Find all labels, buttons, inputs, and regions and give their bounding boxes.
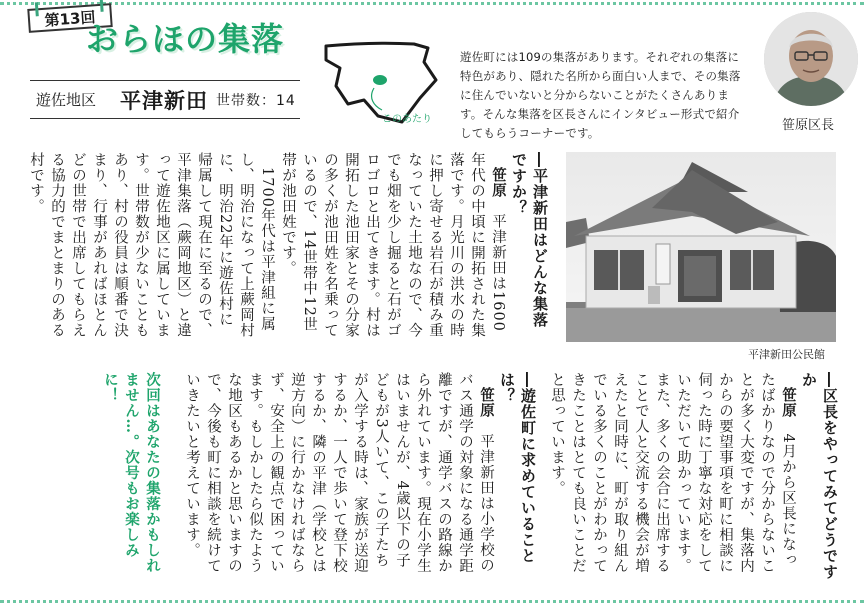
community-hall-photo (566, 152, 836, 342)
closing-message: 次回はあなたの集落かもしれません…。次号もお楽しみに！ (102, 372, 161, 574)
header-rule-top (30, 80, 300, 81)
question-1: ―平津新田はどんな集落ですか？ (510, 152, 549, 328)
chief-portrait (764, 12, 858, 106)
bottom-dotted-border (0, 600, 864, 603)
answer-2: 4月から区長になったばかりなので分からないことが多く大変ですが、集落内からの要望事項を町に相談に伺った時に丁寧な対応をしていただいて助かっています。また、多くの会合に出席することで人と交流する機会が増えたと同時に、町が取り組んでいる多くのことがわかってきたことはとても良いことだと思っています。 (549, 372, 796, 574)
district-label: 遊佐地区 (36, 91, 97, 109)
location-marker (373, 75, 387, 85)
article-q2 (540, 372, 840, 582)
speaker-name-3: 笹原 (478, 386, 494, 418)
household-count: 世帯数：14 (216, 93, 296, 109)
chief-caption: 笹原区長 (782, 118, 835, 133)
answer-3: 平津新田は小学校のバス通学の対象になる通学距離ですが、通学バスの路線から外れています。現在小学生はいませんが、4歳以下の子どもが3人いて、この子たちが入学する時は、家族が送迎するか、一人で歩いて登下校するか、隣の平津（学校とは逆方向）に行かなければならず、安全上の観点で困っています。もしかしたら似たような地区もあるかと思いますので、今後も町に相談を続けていきたいと考えています。 (184, 372, 494, 574)
article-q3 (30, 372, 538, 582)
issue-number-tag: 第13回 (27, 3, 112, 33)
question-2: ―区長をやってみてどうですか (800, 372, 839, 580)
answer-1-paragraph-2: 1700年代は平津組に属し、明治になって上蕨岡村に、明治22年に遊佐村に帰属して現在に至るので、平津集落（蕨岡地区）と違って遊佐地区に属しています。世帯数が少ないこともあり、村の役員は順番で決まり、行事があればほとんどの世帯で出席してもらえる協力的でまとまりのある村です。 (28, 152, 275, 338)
speaker-name-2: 笹原 (780, 386, 796, 418)
question-3: ―遊佐町に求めていることは？ (498, 372, 537, 564)
answer-1-paragraph-1: 平津新田は1600年代の中頃に開拓された集落です。月光川の洪水の時に押し寄せる岩石が積み重なっていた土地なので、今でも畑を少し掘ると石がゴロゴロと出てきます。村は開拓した池田家とその分家の多くが池田姓を名乗っているので、14世帯中12世帯が池田姓です。 (280, 152, 506, 338)
article-q1 (28, 152, 550, 340)
intro-text: 遊佐町には109の集落があります。それぞれの集落に特色があり、隠れた名所から面白い人まで、その集落に住んでいないと分からないことがたくさんあります。そんな集落を区長さんにインタビュー形式で紹介してもらうコーナーです。 (460, 50, 741, 140)
series-title: おらほの集落 (86, 20, 285, 58)
top-dotted-border (0, 2, 864, 5)
village-name: 平津新田 (120, 89, 208, 113)
map-location-label: このあたり (382, 114, 432, 125)
photo-caption: 平津新田公民館 (748, 348, 825, 361)
header-rule-bottom (30, 118, 300, 119)
speaker-name: 笹原 (490, 166, 506, 198)
